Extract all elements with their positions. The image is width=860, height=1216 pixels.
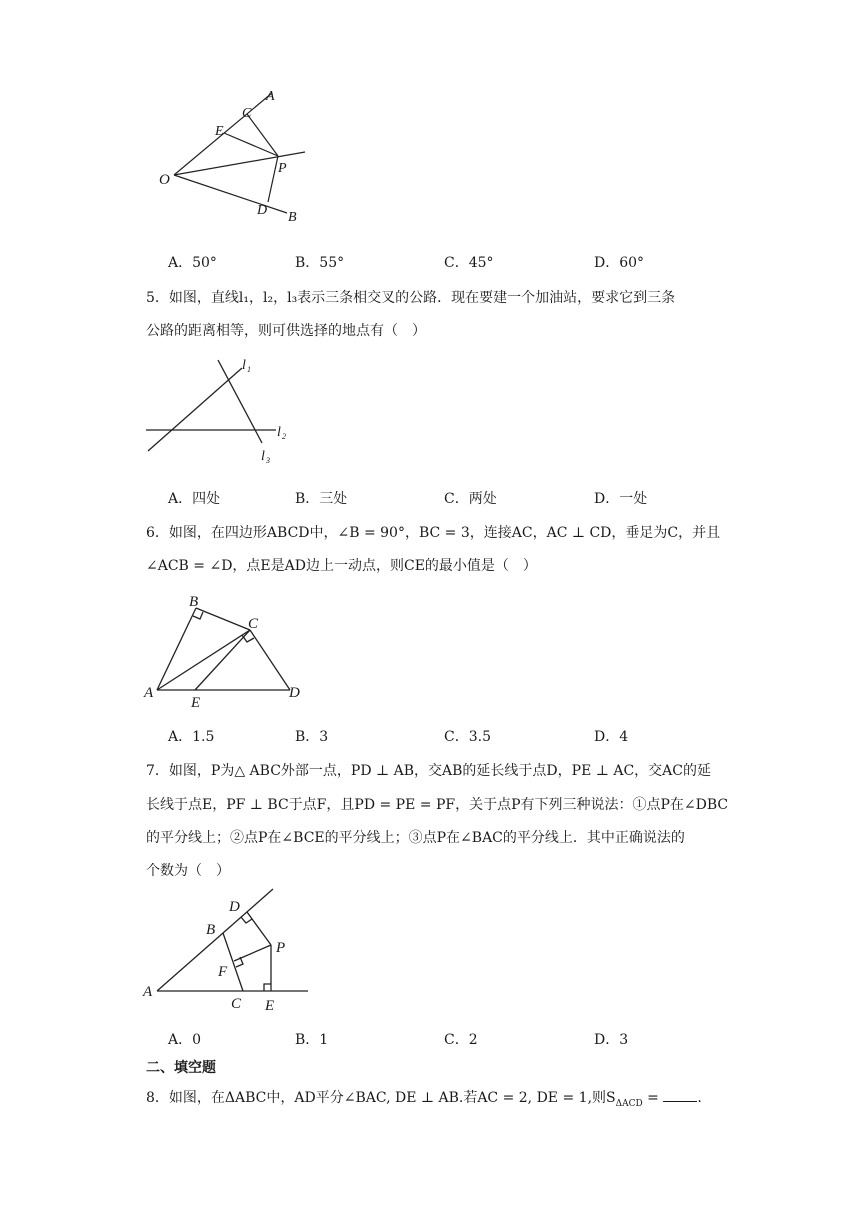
q6-stem-line1: 6．如图，在四边形ABCD中，∠B = 90°，BC = 3，连接AC，AC ⊥ CD，垂足为C，并且 <box>146 525 721 541</box>
q4-option-a[interactable]: A．50° <box>168 255 217 271</box>
q7-figure <box>140 884 320 1014</box>
q4-option-c[interactable]: C．45° <box>444 255 494 271</box>
q7-stem-line4: 个数为（ ） <box>146 863 230 879</box>
q6-label-a: A <box>144 685 154 701</box>
q7-label-e: E <box>265 998 275 1014</box>
q7-option-b[interactable]: B．1 <box>295 1032 329 1048</box>
q5-label-l2: l <box>277 425 281 440</box>
q5-stem-line2: 公路的距离相等，则可供选择的地点有（ ） <box>146 323 426 339</box>
q5-label-l3: l <box>261 449 265 464</box>
q4-option-b[interactable]: B．55° <box>295 255 345 271</box>
q6-stem-line2: ∠ACB = ∠D，点E是AD边上一动点，则CE的最小值是（ ） <box>146 558 537 574</box>
q5-option-c[interactable]: C．两处 <box>444 491 497 507</box>
q5-figure <box>140 352 300 472</box>
q4-figure <box>150 80 320 230</box>
q4-label-c: C <box>242 106 252 121</box>
q7-label-b: B <box>206 922 216 938</box>
q7-label-p: P <box>276 940 286 956</box>
q8-subscript: ΔACD <box>615 1098 643 1109</box>
q7-label-f: F <box>218 964 228 980</box>
q5-option-b[interactable]: B．三处 <box>295 491 348 507</box>
q7-stem-line2: 长线于点E，PF ⊥ BC于点F，且PD = PE = PF，关于点P有下列三种说法：①点P在∠DBC <box>146 797 729 813</box>
q6-option-b[interactable]: B．3 <box>295 729 329 745</box>
q6-label-c: C <box>248 616 259 632</box>
q7-label-a: A <box>143 984 153 1000</box>
q7-label-c: C <box>231 996 242 1012</box>
section-heading-fill-blank: 二、填空题 <box>146 1060 216 1076</box>
q6-label-e: E <box>191 695 201 711</box>
q7-label-d: D <box>229 899 240 915</box>
q5-label-l1-sub: 1 <box>247 365 251 374</box>
q8-answer-blank[interactable] <box>663 1087 697 1102</box>
q7-option-c[interactable]: C．2 <box>444 1032 478 1048</box>
q6-label-d: D <box>289 685 300 701</box>
q5-label-l2-sub: 2 <box>282 432 286 441</box>
q8-equals: = <box>647 1090 659 1106</box>
q5-option-d[interactable]: D．一处 <box>594 491 648 507</box>
q6-option-a[interactable]: A．1.5 <box>168 729 215 745</box>
q6-label-b: B <box>189 594 199 610</box>
q7-option-d[interactable]: D．3 <box>594 1032 629 1048</box>
q4-label-b: B <box>288 210 297 225</box>
q7-option-a[interactable]: A．0 <box>168 1032 202 1048</box>
q7-stem-line1: 7．如图，P为△ ABC外部一点，PD ⊥ AB，交AB的延长线于点D，PE ⊥ AC，交AC的延 <box>146 763 711 779</box>
q6-option-d[interactable]: D．4 <box>594 729 629 745</box>
q5-option-a[interactable]: A．四处 <box>168 491 221 507</box>
q5-label-l1: l <box>242 358 246 373</box>
q4-label-e: E <box>215 124 224 139</box>
q4-label-d: D <box>257 203 268 218</box>
q4-label-a: A <box>266 89 275 104</box>
q8-stem-text: 8．如图，在ΔABC中，AD平分∠BAC, DE ⊥ AB.若AC = 2, DE = 1,则S <box>146 1090 616 1106</box>
q6-figure <box>140 588 310 713</box>
q8-period: . <box>697 1090 702 1106</box>
q8-stem <box>146 1087 702 1114</box>
q4-label-p: P <box>278 161 287 176</box>
q4-option-d[interactable]: D．60° <box>594 255 645 271</box>
q6-option-c[interactable]: C．3.5 <box>444 729 491 745</box>
q5-stem-line1: 5．如图，直线l₁，l₂，l₃表示三条相交叉的公路．现在要建一个加油站，要求它到三条 <box>146 290 676 306</box>
q7-stem-line3: 的平分线上；②点P在∠BCE的平分线上；③点P在∠BAC的平分线上．其中正确说法的 <box>146 830 685 846</box>
q4-label-o: O <box>159 172 170 188</box>
q5-label-l3-sub: 3 <box>266 456 270 465</box>
